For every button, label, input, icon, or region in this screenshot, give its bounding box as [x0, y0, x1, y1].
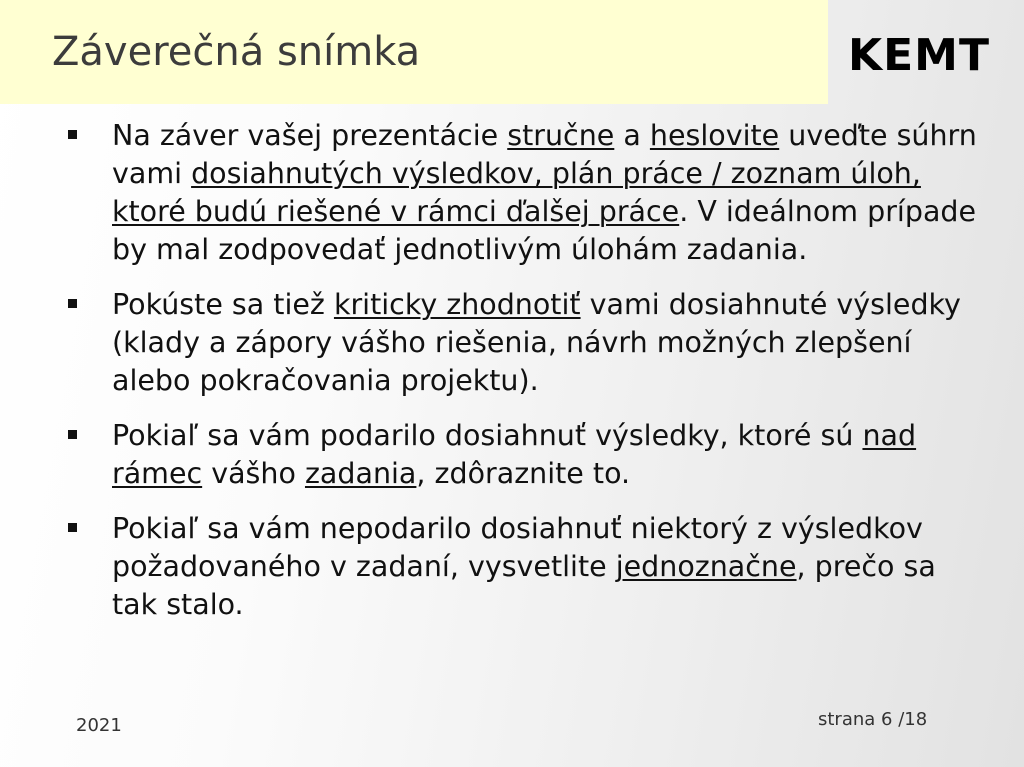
bullet-text-segment: , prečo sa tak stalo.	[112, 550, 936, 621]
slide-title: Záverečná snímka	[52, 29, 421, 75]
bullet-text-segment: , zdôraznite to.	[416, 457, 631, 490]
square-bullet-icon	[68, 430, 77, 439]
kemt-logo: KEMT	[848, 30, 990, 81]
bullet-text-segment: Na záver vašej prezentácie	[112, 119, 508, 152]
bullet-item-4	[60, 510, 990, 624]
emphasized-text: heslovite	[649, 119, 780, 152]
bullet-text-segment: vášho	[202, 457, 305, 490]
emphasized-text: stručne	[507, 119, 615, 152]
bullet-text-segment: a	[614, 119, 650, 152]
bullet-text	[112, 288, 961, 397]
page-number: strana 6 /18	[818, 709, 928, 730]
bullet-item-2	[60, 286, 990, 400]
bullet-text-segment: Pokúste sa tiež	[112, 288, 334, 321]
emphasized-text: kriticky zhodnotiť	[333, 288, 581, 321]
square-bullet-icon	[68, 130, 77, 139]
bullet-text-segment: uveďte súhrn vami	[112, 119, 977, 190]
bullet-text	[112, 512, 936, 621]
bullet-text	[112, 119, 977, 266]
bullet-text-segment: vami dosiahnuté výsledky (klady a zápory vášho riešenia, návrh možných zlepšení alebo pokračovania projektu).	[112, 288, 961, 397]
bullet-text-segment: Pokiaľ sa vám podarilo dosiahnuť výsledky, ktoré sú	[112, 419, 863, 452]
emphasized-text: jednoznačne	[615, 550, 797, 583]
emphasized-text: nad rámec	[112, 419, 917, 490]
square-bullet-icon	[68, 523, 77, 532]
bullet-item-1	[60, 117, 990, 269]
bullet-list	[60, 117, 990, 641]
footer-year: 2021	[76, 715, 122, 736]
bullet-text-segment: Pokiaľ sa vám nepodarilo dosiahnuť niektorý z výsledkov požadovaného v zadaní, vysvetlite	[112, 512, 923, 583]
emphasized-text: zadania	[304, 457, 417, 490]
bullet-item-3	[60, 417, 990, 493]
bullet-text-segment: . V ideálnom prípade by mal zodpovedať jednotlivým úlohám zadania.	[112, 195, 977, 266]
square-bullet-icon	[68, 299, 77, 308]
emphasized-text: dosiahnutých výsledkov, plán práce / zoznam úloh, ktoré budú riešené v rámci ďalšej práce	[112, 157, 921, 228]
bullet-text	[112, 419, 916, 490]
